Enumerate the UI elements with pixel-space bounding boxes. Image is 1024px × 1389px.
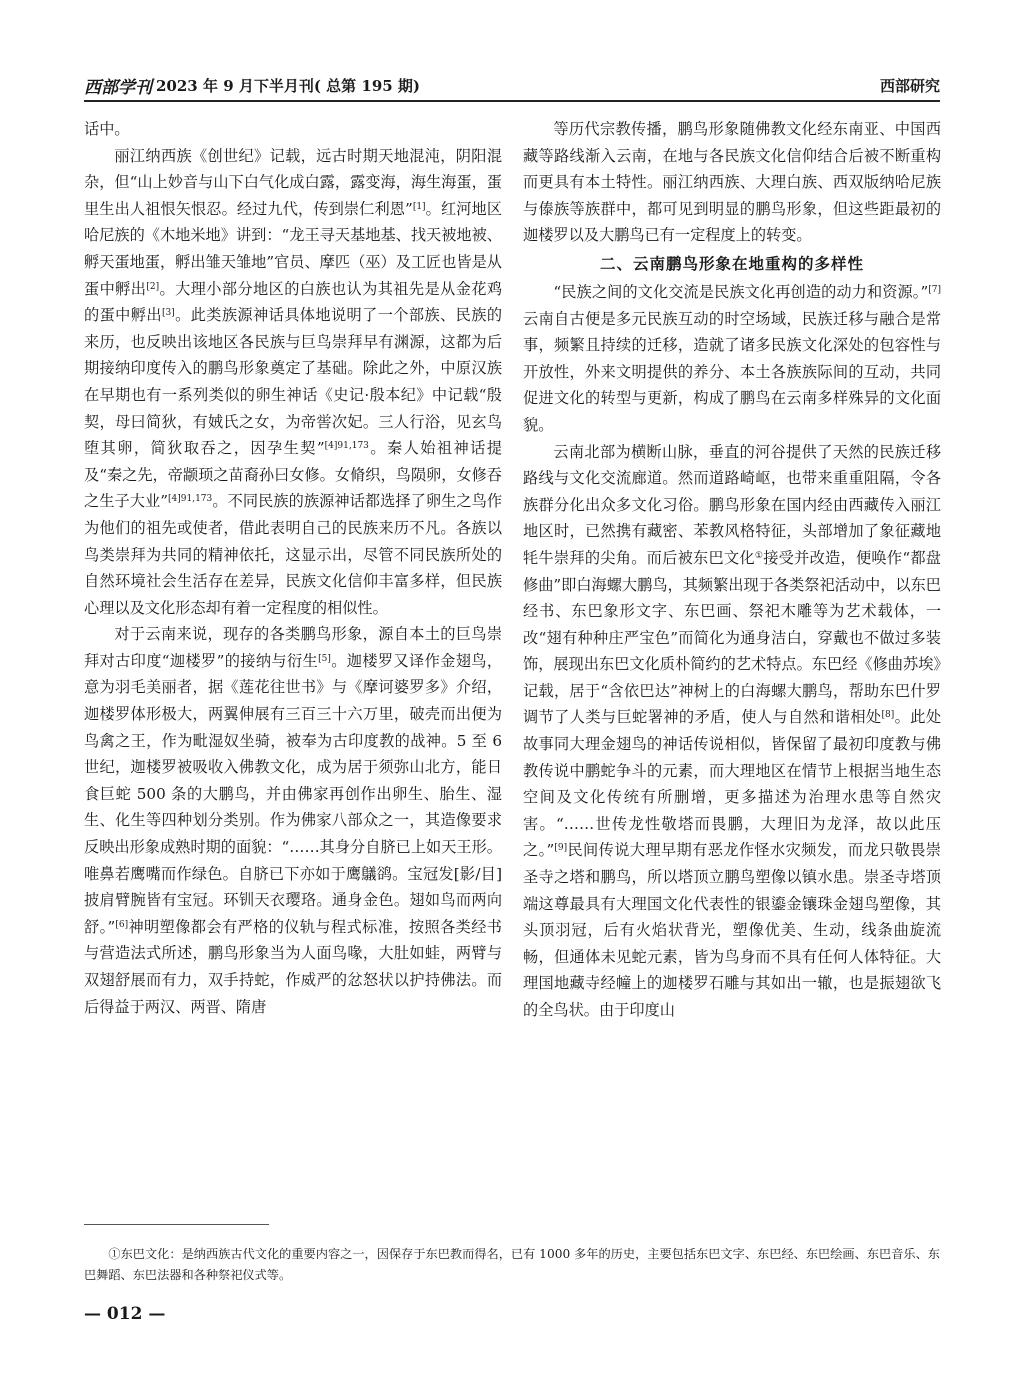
- paragraph: [523, 116, 941, 249]
- text-run: “民族之间的文化交流是民族文化再创造的动力和资源。”: [553, 282, 929, 301]
- text-run: 。此类族源神话具体地说明了一个部族、民族的来历，也反映出该地区各民族与巨鸟崇拜早有渊源，这都为后期接纳印度传入的鹏鸟形象奠定了基础。除此之外，中原汉族在早期也有一系列类似的卵生神话《史记·殷本纪》中记载“殷契，母曰简狄，有娀氏之女，为帝喾次妃。三人行浴，见玄鸟堕其卵，简狄取吞之，因孕生契”: [84, 306, 502, 458]
- text-run: 。大理小部分地区的白族也认为其祖先是从金花鸡的蛋中孵出: [84, 279, 502, 325]
- text-run: 对于云南来说，现存的各类鹏鸟形象，源自本土的巨鸟崇拜对古印度“迦楼罗”的接纳与衍生: [84, 625, 502, 670]
- text-run: 。迦楼罗又译作金翅鸟，意为羽毛美丽者，据《莲花往世书》与《摩诃婆罗多》介绍，迦楼罗体形极大，两翼伸展有三百三十六万里，破壳而出便为鸟禽之王，作为毗湿奴坐骑，被奉为古印度教的战神。5 至 6 世纪，迦楼罗被吸收入佛教文化，成为居于须弥山北方，能日食巨蛇 500 条的大鹏鸟，并由佛家再创作出卵生、胎生、湿生、化生等四种划分类别。作为佛家八部众之一，其造像要求反映出形象成熟时期的面貌：“……其身分自脐已上如天王形。唯鼻若鹰嘴而作绿色。自脐已下亦如于鹰鸃鹆。宝冠发[影/目]披肩臂腕皆有宝冠。环钏天衣璎珞。通身金色。翅如鸟而两向舒。”: [84, 651, 502, 936]
- footnote-rule: [84, 1224, 269, 1225]
- paragraph: [84, 621, 502, 1020]
- text-run: 。此处故事同大理金翅鸟的神话传说相似，皆保留了最初印度教与佛教传说中鹏蛇争斗的元素，而大理地区在情节上根据当地生态空间及文化传统有所删增，更多描述为治理水患等自然灾害。“……世传龙性敬塔而畏鹏，大理旧为龙泽，故以此压之。”: [523, 708, 941, 860]
- text-run: 。红河地区哈尼族的《木地米地》讲到：“龙王寻天基地基、找天被地被、孵天蛋地蛋，孵出雏天雏地”官员、摩匹（巫）及工匠也皆是从蛋中孵出: [84, 199, 502, 298]
- citation: [3]: [161, 308, 175, 319]
- text-run: 云南自古便是多元民族互动的时空场域，民族迁移与融合是常事，频繁且持续的迁移，造就了诸多民族文化深处的包容性与开放性，外来文明提供的养分、本土各族族际间的互动，共同促进文化的转型与更新，构成了鹏鸟在云南多样殊异的文化面貌。: [523, 309, 941, 434]
- citation: [2]: [146, 281, 160, 292]
- citation: [4]91,173: [324, 441, 369, 452]
- text-run: 等历代宗教传播，鹏鸟形象随佛教文化经东南亚、中国西藏等路线渐入云南，在地与各民族文化信仰结合后被不断重构而更具有本土特性。丽江纳西族、大理白族、西双版纳哈尼族与傣族等族群中，都可见到明显的鹏鸟形象，但这些距最初的迦楼罗以及大鹏鸟已有一定程度上的转变。: [523, 120, 941, 245]
- citation: [1]: [412, 201, 426, 212]
- citation: [9]: [554, 843, 568, 854]
- footnote: ①东巴文化：是纳西族古代文化的重要内容之一，因保存于东巴教而得名，已有 1000 多年的历史，主要包括东巴文字、东巴经、东巴绘画、东巴音乐、东巴舞蹈、东巴法器和各种祭祀仪式等。: [84, 1247, 940, 1282]
- header-rule: [84, 100, 940, 102]
- left-column: [84, 116, 502, 1216]
- section-heading: 二、云南鹏鸟形象在地重构的多样性: [599, 254, 864, 273]
- paragraph: [84, 116, 502, 143]
- citation: [8]: [881, 710, 895, 721]
- running-header: [84, 72, 940, 98]
- right-column: [523, 116, 941, 1216]
- text-run: 云南北部为横断山脉，垂直的河谷提供了天然的民族迁移路线与文化交流廊道。然而道路崎岖，也带来重重阻隔，令各族群分化出众多文化习俗。鹏鸟形象在国内经由西藏传入丽江地区时，已然携有藏密、苯教风格特征，头部增加了象征藏地牦牛崇拜的尖角。而后被东巴文化: [523, 442, 941, 567]
- citation: [7]: [928, 284, 941, 295]
- text-run: 接受并改造，便唤作“都盘修曲”即白海螺大鹏鸟，其频繁出现于各类祭祀活动中，以东巴经书、东巴象形文字、东巴画、祭祀木雕等为艺术载体，一改“翅有种种庄严宝色”而简化为通身洁白，穿戴也不做过多装饰，展现出东巴文化质朴简约的艺术特点。东巴经《修曲苏埃》记载，居于“含依巴达”神树上的白海螺大鹏鸟，帮助东巴什罗调节了人类与巨蛇署神的矛盾，使人与自然和谐相处: [523, 548, 941, 727]
- citation: [5]: [318, 653, 331, 664]
- journal-issue-info: [84, 73, 420, 98]
- paragraph: [523, 279, 941, 439]
- paragraph: [84, 143, 502, 622]
- text-run: 。秦人始祖神话提及“秦之先，帝颛顼之苗裔孙曰女修。女脩织，鸟陨卵，女修吞之生子大业”: [84, 439, 502, 511]
- issue-label: 2023 年 9 月下半月刊( 总第 195 期): [156, 76, 421, 95]
- paragraph: [523, 439, 941, 1024]
- section-label: 西部研究: [879, 76, 940, 95]
- text-run: 。不同民族的族源神话都选择了卵生之鸟作为他们的祖先或使者，借此表明自己的民族来历不凡。各族以鸟类崇拜为共同的精神依托，这显示出，尽管不同民族所处的自然环境社会生活存在差异，民族文化信仰丰富多样，但民族心理以及文化形态却有着一定程度的相似性。: [84, 492, 502, 617]
- citation: [4]91,173: [168, 494, 213, 505]
- page-number: — 012 —: [84, 1304, 166, 1324]
- text-run: 神明塑像都会有严格的仪轨与程式标准，按照各类经书与营造法式所述，鹏鸟形象当为人面鸟喙，大肚如蛙，两臂与双翅舒展而有力，双手持蛇，作威严的忿怒状以护持佛法。而后得益于两汉、两晋、隋唐: [84, 917, 502, 1016]
- journal-logo: 西部学刊: [84, 77, 152, 98]
- text-run: 民间传说大理早期有恶龙作怪水灾频发，而龙只敬畏崇圣寺之塔和鹏鸟，所以塔顶立鹏鸟塑像以镇水患。崇圣寺塔顶端这尊最具有大理国文化代表性的银鎏金镶珠金翅鸟塑像，其头顶羽冠，后有火焰状背光，塑像优美、生动，线条曲旋流畅，但通体未见蛇元素，皆为鸟身而不具有任何人体特征。大理国地藏寺经幢上的迦楼罗石雕与其如出一辙，也是振翅欲飞的全鸟状。由于印度山: [523, 841, 941, 1019]
- footnote-marker: ①: [754, 550, 764, 561]
- citation: [6]: [115, 919, 129, 930]
- text-run: 话中。: [84, 120, 130, 138]
- text-run: 丽江纳西族《创世纪》记载，远古时期天地混沌，阴阳混杂，但“山上妙音与山下白气化成白露，露变海，海生海蛋，蛋里生出人祖恨矢恨忍。经过九代，传到崇仁利恩”: [84, 146, 502, 218]
